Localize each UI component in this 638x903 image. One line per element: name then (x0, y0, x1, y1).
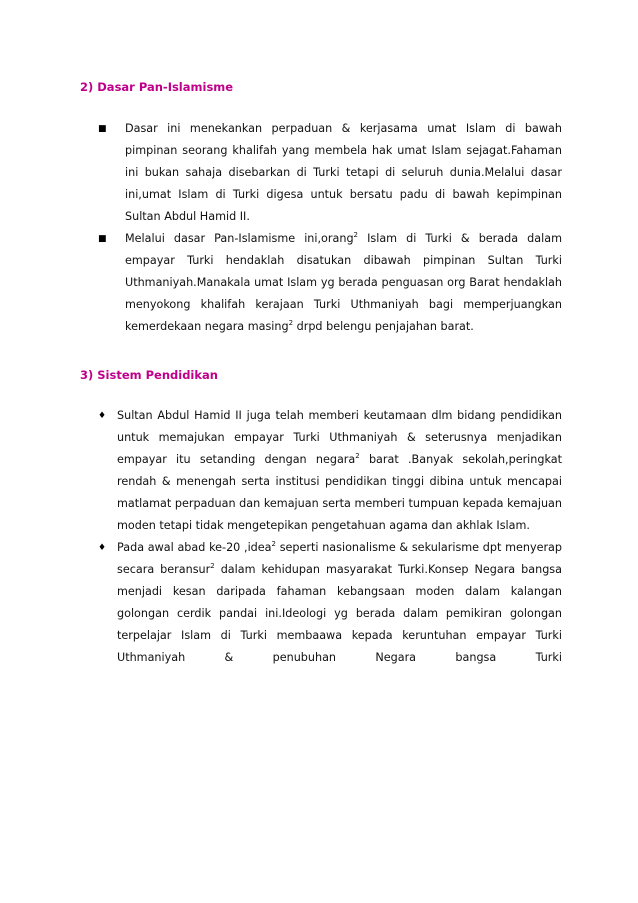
list-item (96, 118, 562, 228)
diamond-bullet-icon: ♦ (98, 543, 107, 553)
superscript: 2 (353, 231, 359, 239)
item-text: Sultan Abdul Hamid II juga telah memberi keutamaan dlm bidang pendidikan untuk memajukan empayar Turki Uthmaniyah & seterusnya menjadikan empayar itu setanding dengan negara (117, 409, 562, 466)
item-text: Pada awal abad ke-20 ,idea (117, 541, 272, 554)
superscript: 2 (271, 540, 276, 548)
item-text: Dasar ini menekankan perpaduan & kerjasama umat Islam di bawah pimpinan seorang khalifah yang membela hak umat Islam sejagat.Fahaman ini bukan sahaja disebarkan di Turki tetapi di seluruh dunia.Melalui dasar ini,umat Islam di Turki digesa untuk bersatu padu di bawah kepimpinan Sultan Abdul Hamid II. (125, 122, 562, 223)
diamond-bullet-icon: ♦ (98, 411, 107, 421)
item-text: Melalui dasar Pan-Islamisme ini,orang (125, 232, 354, 245)
section-heading-pan-islamisme: 2) Dasar Pan-Islamisme (80, 80, 234, 94)
item-text: drpd belengu penjajahan barat. (293, 320, 474, 333)
list-item (98, 537, 562, 669)
sistem-pendidikan-list (98, 405, 562, 669)
item-text: barat .Banyak sekolah,peringkat rendah & menengah serta institusi pendidikan tinggi dibina untuk mencapai matlamat perpaduan dan kemajuan serta memberi tumpuan kepada kemajuan moden tetapi tidak mengetepikan pengetahuan agama dan akhlak Islam. (117, 453, 562, 532)
superscript: 2 (288, 319, 294, 327)
list-item (98, 405, 562, 537)
item-text: seperti nasionalisme & sekularisme dpt menyerap secara beransur (117, 541, 563, 576)
list-item (96, 228, 562, 338)
superscript: 2 (355, 452, 360, 460)
square-bullet-icon: ■ (98, 124, 107, 134)
item-text: dalam kehidupan masyarakat Turki.Konsep Negara bangsa menjadi kesan daripada fahaman kebangsaan moden dalam kalangan golongan cerdik pandai ini.Ideologi yg berada dalam pemikiran golongan terpelajar Islam di Turki membaawa kepada keruntuhan empayar Turki Uthmaniyah & penubuhan Negara bangsa Turki (117, 563, 562, 664)
item-text: Islam di Turki & berada dalam empayar Turki hendaklah disatukan dibawah pimpinan Sultan Turki Uthmaniyah.Manakala umat Islam yg berada penguasan org Barat hendaklah menyokong khalifah kerajaan Turki Uthmaniyah bagi memperjuangkan kemerdekaan negara masing (125, 232, 562, 333)
section-heading-sistem-pendidikan: 3) Sistem Pendidikan (80, 368, 218, 382)
superscript: 2 (210, 562, 215, 570)
square-bullet-icon: ■ (98, 234, 107, 244)
pan-islamisme-list (96, 118, 562, 338)
